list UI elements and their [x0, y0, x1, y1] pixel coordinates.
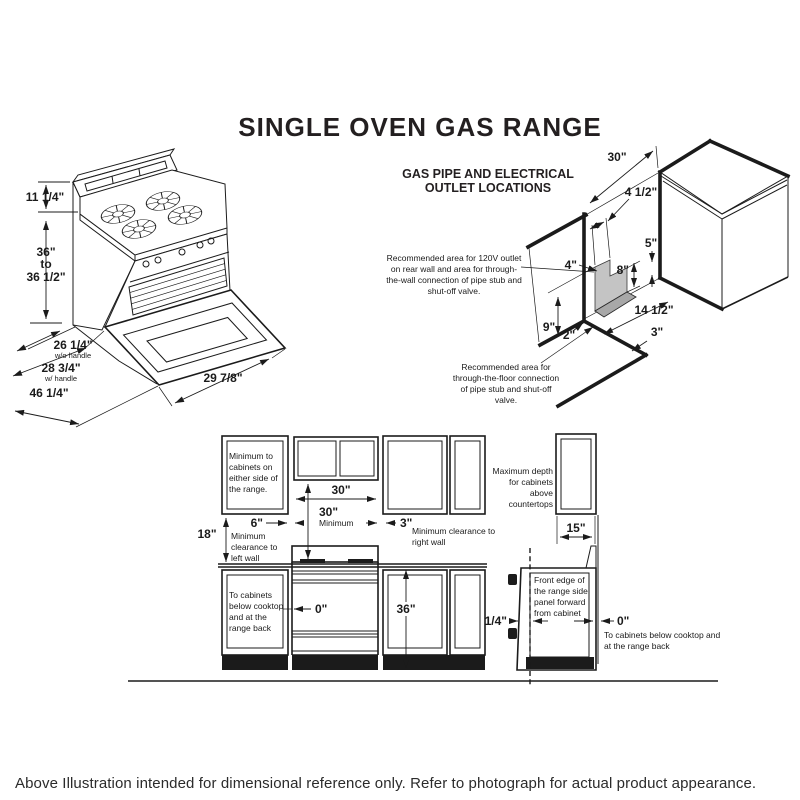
dim-left-6: 6" — [250, 516, 263, 530]
dim-depth-door-open: 46 1/4" — [29, 386, 69, 400]
dim-door-width: 29 7/8" — [203, 371, 243, 385]
dim-opening-30: 30" — [331, 483, 351, 497]
dim-clearance-30-note: Minimum — [319, 518, 354, 528]
note-right-wall: Minimum clearance to right wall — [412, 526, 496, 547]
note-side-cabinets: Minimum to cabinets on either side of the range. — [229, 451, 278, 494]
dim-gas-8: 8" — [616, 263, 629, 277]
note-max-depth: Maximum depth for cabinets above countertops — [492, 466, 553, 509]
dim-counter-36: 36" — [396, 602, 416, 616]
dim-height-1: 36" — [36, 245, 56, 259]
gas-section-title: GAS PIPE AND ELECTRICAL OUTLET LOCATIONS — [402, 167, 574, 195]
dim-zero-side: 0" — [617, 614, 630, 628]
dim-quarter: 1/4" — [484, 614, 507, 628]
note-below-cooktop: To cabinets below cooktop and at the range back — [229, 590, 284, 633]
note-below-cooktop-side: To cabinets below cooktop and at the range back — [604, 630, 721, 651]
dim-depth-body: 26 1/4" — [53, 338, 93, 352]
dim-depth-handle: 28 3/4" — [41, 361, 81, 375]
page-title: SINGLE OVEN GAS RANGE — [238, 112, 602, 142]
dim-gas-5: 5" — [644, 236, 658, 250]
note-floor-connection: Recommended area for through-the-floor connection of pipe stub and shut-off valve. — [452, 362, 560, 405]
dim-gas-4: 4" — [564, 258, 577, 272]
dim-gas-3: 3" — [650, 325, 664, 339]
dim-height-2: to — [40, 257, 52, 271]
dim-backsplash-height: 11 1/4" — [25, 190, 65, 204]
dim-zero: 0" — [315, 602, 328, 616]
footer-disclaimer: Above Illustration intended for dimensional reference only. Refer to photograph for actual product appearance. — [15, 775, 757, 792]
dim-clearance-30: 30" — [319, 505, 339, 519]
note-front-edge: Front edge of the range side panel forward from cabinet — [534, 575, 588, 618]
counter-cabinet — [660, 141, 788, 214]
dim-18: 18" — [197, 527, 217, 541]
dim-gas-30: 30" — [607, 150, 627, 164]
dim-depth-15: 15" — [566, 521, 586, 535]
dim-depth-handle-note: w/ handle — [44, 374, 78, 383]
dim-gas-9: 9" — [542, 320, 556, 334]
dim-right-3: 3" — [400, 516, 413, 530]
dim-depth-body-note: w/o handle — [54, 351, 92, 360]
range-isometric-drawing — [13, 149, 285, 427]
note-wall-outlet: Recommended area for 120V outlet on rear wall and area for through-the-wall connection of pipe stub and shut-off valve. — [386, 253, 522, 296]
note-left-wall: Minimum clearance to left wall — [231, 531, 278, 563]
dim-height-3: 36 1/2" — [26, 270, 66, 284]
upper-cabinet-right — [383, 436, 447, 514]
side-wall-cabinet — [556, 434, 596, 514]
dim-gas-14half: 14 1/2" — [634, 303, 674, 317]
dim-gas-2: 2" — [562, 328, 576, 342]
dim-gas-4half: 4 1/2" — [624, 185, 658, 199]
